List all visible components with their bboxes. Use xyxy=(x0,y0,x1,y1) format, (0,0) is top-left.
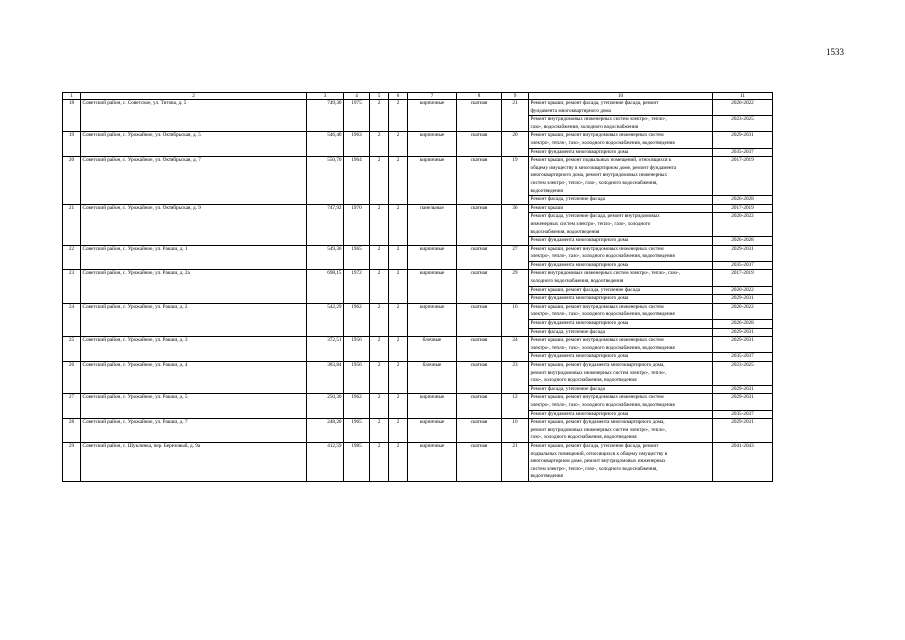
floor-count: 2 xyxy=(370,394,389,419)
wall-material: кирпичные xyxy=(408,100,457,132)
repair-period: 2029-2031 xyxy=(713,295,773,304)
house-address: Советский район, с. Шуклинка, пер. Березовый, д. 9а xyxy=(81,442,307,481)
repair-work: Ремонт крыши, ремонт внутридомовых инженерных систем электро-, тепло-, газо-, холодного водоснабжения, водоотведения xyxy=(529,245,713,261)
repair-period: 2029-2031 xyxy=(713,385,773,394)
house-area: 546,40 xyxy=(307,132,344,157)
table-row xyxy=(63,132,773,148)
header-cell: 2 xyxy=(81,93,307,100)
header-cell: 4 xyxy=(344,93,370,100)
house-address: Советский район, с. Советское, ул. Титова, д. 5 xyxy=(81,100,307,132)
build-year: 1956 xyxy=(344,337,370,362)
table-row xyxy=(63,303,773,319)
floor-count: 2 xyxy=(370,132,389,157)
repair-period: 2026-2028 xyxy=(713,320,773,329)
wall-material: кирпичные xyxy=(408,419,457,443)
table-row xyxy=(63,419,773,443)
header-cell: 5 xyxy=(370,93,389,100)
repair-period: 2026-2028 xyxy=(713,237,773,246)
wall-material: кирпичные xyxy=(408,442,457,481)
floor-count: 2 xyxy=(370,245,389,270)
roof-type: скатная xyxy=(457,303,502,336)
repair-period: 2020-2022 xyxy=(713,213,773,237)
repair-period: 2020-2022 xyxy=(713,286,773,295)
header-cell: 3 xyxy=(307,93,344,100)
repair-work: Ремонт фундамента многоквартирного дома xyxy=(529,353,713,362)
roof-type: скатная xyxy=(457,419,502,443)
repair-work: Ремонт фундамента многоквартирного дома xyxy=(529,237,713,246)
table-row xyxy=(63,442,773,481)
house-area: 250,30 xyxy=(307,394,344,419)
page-number: 1533 xyxy=(826,47,844,57)
roof-type: скатная xyxy=(457,204,502,245)
header-cell: 11 xyxy=(713,93,773,100)
repair-period: 2020-2022 xyxy=(713,303,773,319)
entrance-count: 2 xyxy=(389,303,408,336)
house-area: 542,29 xyxy=(307,303,344,336)
repair-work: Ремонт внутридомовых инженерных систем электро-, тепло-, газо-, холодного водоснабжения, водоотведения xyxy=(529,270,713,286)
build-year: 1985 xyxy=(344,442,370,481)
repair-work: Ремонт фундамента многоквартирного дома xyxy=(529,410,713,419)
build-year: 1962 xyxy=(344,394,370,419)
build-year: 1962 xyxy=(344,303,370,336)
table-row xyxy=(63,362,773,386)
build-year: 1964 xyxy=(344,157,370,205)
build-year: 1956 xyxy=(344,362,370,394)
table-row xyxy=(63,337,773,353)
apartment-count: 27 xyxy=(502,245,529,270)
header-cell: 8 xyxy=(457,93,502,100)
roof-type: скатная xyxy=(457,157,502,205)
apartment-count: 12 xyxy=(502,394,529,419)
entrance-count: 2 xyxy=(389,419,408,443)
house-address: Советский район, с. Урожайное, ул. Октябрьская, д. 5 xyxy=(81,132,307,157)
header-cell: 7 xyxy=(408,93,457,100)
repair-period: 2029-2031 xyxy=(713,394,773,410)
repair-work: Ремонт крыши xyxy=(529,204,713,213)
house-number: 27 xyxy=(63,394,81,419)
table-row xyxy=(63,100,773,116)
table-row xyxy=(63,270,773,286)
wall-material: блочные xyxy=(408,362,457,394)
house-number: 25 xyxy=(63,337,81,362)
floor-count: 2 xyxy=(370,100,389,132)
apartment-count: 21 xyxy=(502,442,529,481)
repair-work: Ремонт крыши, ремонт внутридомовых инженерных систем электро-, тепло-, газо-, холодного водоснабжения, водоотведения xyxy=(529,132,713,148)
house-number: 28 xyxy=(63,419,81,443)
table-row xyxy=(63,394,773,410)
build-year: 1972 xyxy=(344,270,370,303)
repair-work: Ремонт фундамента многоквартирного дома xyxy=(529,295,713,304)
floor-count: 2 xyxy=(370,442,389,481)
repair-work: Ремонт крыши, ремонт внутридомовых инженерных систем электро-, тепло-, газо-, холодного водоснабжения, водоотведения xyxy=(529,303,713,319)
house-address: Советский район, с. Урожайное, ул. Ракши, д. 2 xyxy=(81,303,307,336)
apartment-count: 21 xyxy=(502,100,529,132)
apartment-count: 20 xyxy=(502,132,529,157)
repair-period: 2035-2037 xyxy=(713,410,773,419)
repair-period: 2020-2022 xyxy=(713,100,773,116)
floor-count: 2 xyxy=(370,204,389,245)
repair-work: Ремонт крыши, ремонт фундамента многоквартирного дома, ремонт внутридомовых инженерных систем электро-, тепло-, газо-, холодного водоснабжения, водоотведения xyxy=(529,419,713,443)
entrance-count: 2 xyxy=(389,132,408,157)
house-area: 383,84 xyxy=(307,362,344,394)
house-address: Советский район, с. Урожайное, ул. Ракши, д. 4 xyxy=(81,362,307,394)
apartment-count: 23 xyxy=(502,362,529,394)
entrance-count: 2 xyxy=(389,157,408,205)
table-body xyxy=(63,93,773,482)
house-area: 747,92 xyxy=(307,204,344,245)
repair-work: Ремонт фасада, утепление фасада xyxy=(529,328,713,337)
table-row xyxy=(63,204,773,213)
repair-period: 2035-2037 xyxy=(713,148,773,157)
header-cell: 9 xyxy=(502,93,529,100)
apartment-count: 19 xyxy=(502,157,529,205)
house-area: 749,30 xyxy=(307,100,344,132)
build-year: 1963 xyxy=(344,132,370,157)
house-area: 698,15 xyxy=(307,270,344,303)
repair-work: Ремонт крыши, ремонт фасада, утепление фасада, ремонт подвальных помещений, относящихся к общему имуществу в многоквартирном доме, ремонт внутридомовых инженерных систем электро-, тепло-, газо-, холодного водоснабжения, водоотведения xyxy=(529,442,713,481)
house-address: Советский район, с. Урожайное, ул. Октябрьская, д. 7 xyxy=(81,157,307,205)
house-number: 18 xyxy=(63,100,81,132)
floor-count: 2 xyxy=(370,362,389,394)
repair-period: 2029-2031 xyxy=(713,419,773,443)
entrance-count: 2 xyxy=(389,442,408,481)
repair-period: 2029-2031 xyxy=(713,328,773,337)
repair-period: 2029-2031 xyxy=(713,245,773,261)
repair-period: 2029-2031 xyxy=(713,337,773,353)
roof-type: скатная xyxy=(457,337,502,362)
repair-work: Ремонт крыши, ремонт внутридомовых инженерных систем электро-, тепло-, газо-, холодного водоснабжения, водоотведения xyxy=(529,337,713,353)
house-address: Советский район, с. Урожайное, ул. Ракши, д. 3 xyxy=(81,337,307,362)
house-address: Советский район, с. Урожайное, ул. Октябрьская, д. 9 xyxy=(81,204,307,245)
entrance-count: 2 xyxy=(389,394,408,419)
header-row xyxy=(63,93,773,100)
house-number: 23 xyxy=(63,270,81,303)
roof-type: скатная xyxy=(457,132,502,157)
repair-work: Ремонт крыши, ремонт фасада, утепление фасада xyxy=(529,286,713,295)
apartment-count: 36 xyxy=(502,204,529,245)
repair-work: Ремонт фундамента многоквартирного дома xyxy=(529,320,713,329)
repair-period: 2029-2031 xyxy=(713,132,773,148)
header-cell: 6 xyxy=(389,93,408,100)
house-address: Советский район, с. Урожайное, ул. Ракши, д. 7 xyxy=(81,419,307,443)
roof-type: скатная xyxy=(457,394,502,419)
repair-period: 2017-2019 xyxy=(713,270,773,286)
repair-work: Ремонт крыши, ремонт фундамента многоквартирного дома, ремонт внутридомовых инженерных систем электро-, тепло-, газо-, холодного водоснабжения, водоотведения xyxy=(529,362,713,386)
apartment-count: 29 xyxy=(502,270,529,303)
house-number: 20 xyxy=(63,157,81,205)
build-year: 1975 xyxy=(344,100,370,132)
repair-work: Ремонт фасада, утепление фасада, ремонт внутридомовых инженерных систем электро-, тепло-, газо-, холодного водоснабжения, водоотведения xyxy=(529,213,713,237)
floor-count: 2 xyxy=(370,157,389,205)
repair-period: 2023-2025 xyxy=(713,116,773,132)
entrance-count: 2 xyxy=(389,270,408,303)
repair-work: Ремонт фундамента многоквартирного дома xyxy=(529,148,713,157)
wall-material: кирпичные xyxy=(408,245,457,270)
wall-material: кирпичные xyxy=(408,303,457,336)
house-area: 412,59 xyxy=(307,442,344,481)
wall-material: кирпичные xyxy=(408,157,457,205)
repair-work: Ремонт крыши, ремонт фасада, утепление фасада, ремонт фундамента многоквартирного дома xyxy=(529,100,713,116)
header-cell: 1 xyxy=(63,93,81,100)
table-row xyxy=(63,157,773,196)
house-number: 22 xyxy=(63,245,81,270)
repair-work: Ремонт фундамента многоквартирного дома xyxy=(529,261,713,270)
apartment-count: 10 xyxy=(502,419,529,443)
house-area: 549,36 xyxy=(307,245,344,270)
house-area: 372,51 xyxy=(307,337,344,362)
build-year: 1970 xyxy=(344,204,370,245)
floor-count: 2 xyxy=(370,337,389,362)
build-year: 1965 xyxy=(344,245,370,270)
capital-repair-table xyxy=(62,92,773,482)
house-number: 24 xyxy=(63,303,81,336)
floor-count: 2 xyxy=(370,270,389,303)
house-number: 19 xyxy=(63,132,81,157)
house-address: Советский район, с. Урожайное, ул. Ракши, д. 5 xyxy=(81,394,307,419)
repair-work: Ремонт крыши, ремонт подвальных помещений, относящихся к общему имуществу в многоквартирном доме, ремонт фундамента многоквартирного дома, ремонт внутридомовых инженерных систем электро-, тепло-, газо-, холодного водоснабжения, водоотведения xyxy=(529,157,713,196)
entrance-count: 2 xyxy=(389,362,408,394)
repair-period: 2017-2019 xyxy=(713,204,773,213)
header-cell: 10 xyxy=(529,93,713,100)
entrance-count: 2 xyxy=(389,204,408,245)
roof-type: скатная xyxy=(457,362,502,394)
wall-material: кирпичные xyxy=(408,132,457,157)
roof-type: скатная xyxy=(457,245,502,270)
roof-type: скатная xyxy=(457,270,502,303)
floor-count: 2 xyxy=(370,303,389,336)
house-address: Советский район, с. Урожайное, ул. Ракши, д. 1 xyxy=(81,245,307,270)
entrance-count: 2 xyxy=(389,100,408,132)
repair-work: Ремонт фасада, утепление фасада xyxy=(529,196,713,205)
floor-count: 2 xyxy=(370,419,389,443)
repair-work: Ремонт крыши, ремонт внутридомовых инженерных систем электро-, тепло-, газо-, холодного водоснабжения, водоотведения xyxy=(529,394,713,410)
entrance-count: 2 xyxy=(389,337,408,362)
house-number: 26 xyxy=(63,362,81,394)
repair-period: 2035-2037 xyxy=(713,261,773,270)
house-number: 29 xyxy=(63,442,81,481)
house-area: 248,20 xyxy=(307,419,344,443)
table-row xyxy=(63,245,773,261)
wall-material: кирпичные xyxy=(408,394,457,419)
repair-period: 2041-2043 xyxy=(713,442,773,481)
repair-work: Ремонт фасада, утепление фасада xyxy=(529,385,713,394)
wall-material: блочные xyxy=(408,337,457,362)
house-address: Советский район, с. Урожайное, ул. Ракши, д. 2а xyxy=(81,270,307,303)
repair-period: 2026-2028 xyxy=(713,196,773,205)
repair-period: 2035-2037 xyxy=(713,353,773,362)
house-area: 550,70 xyxy=(307,157,344,205)
roof-type: скатная xyxy=(457,442,502,481)
house-number: 21 xyxy=(63,204,81,245)
entrance-count: 2 xyxy=(389,245,408,270)
repair-period: 2023-2025 xyxy=(713,362,773,386)
repair-work: Ремонт внутридомовых инженерных систем электро-, тепло-, газо-, водоснабжения, холодного водоснабжения xyxy=(529,116,713,132)
roof-type: скатная xyxy=(457,100,502,132)
wall-material: панельные xyxy=(408,204,457,245)
repair-period: 2017-2019 xyxy=(713,157,773,196)
wall-material: кирпичные xyxy=(408,270,457,303)
build-year: 1965 xyxy=(344,419,370,443)
apartment-count: 16 xyxy=(502,303,529,336)
apartment-count: 24 xyxy=(502,337,529,362)
